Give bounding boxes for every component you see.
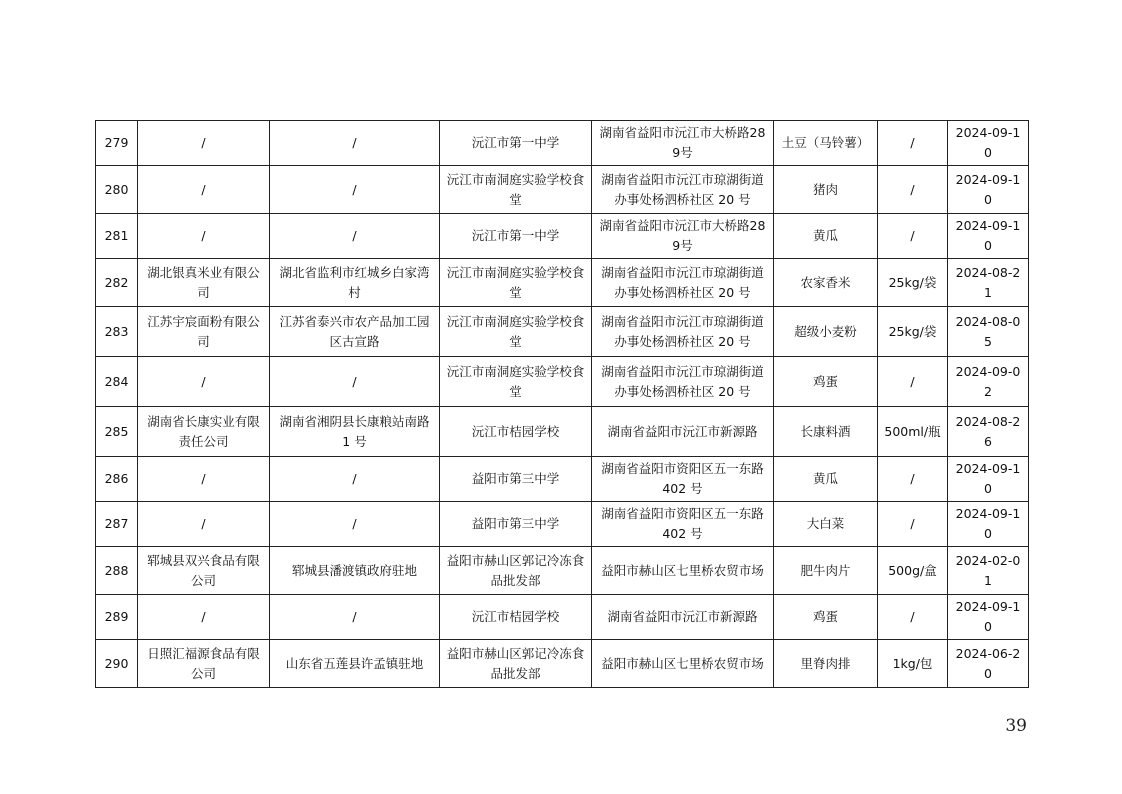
cell-no: 279 [96, 121, 138, 166]
cell-producer-address: / [270, 121, 440, 166]
cell-producer-address: / [270, 214, 440, 259]
cell-seller-address: 湖南省益阳市沅江市琼湖街道办事处杨泗桥社区 20 号 [592, 259, 774, 307]
cell-date: 2024-09-10 [948, 121, 1029, 166]
cell-seller-address: 湖南省益阳市沅江市新源路 [592, 407, 774, 457]
cell-date: 2024-09-10 [948, 502, 1029, 547]
cell-product: 猪肉 [774, 166, 878, 214]
cell-seller: 益阳市赫山区郭记冷冻食品批发部 [440, 547, 592, 595]
cell-seller-address: 湖南省益阳市沅江市琼湖街道办事处杨泗桥社区 20 号 [592, 166, 774, 214]
cell-spec: / [878, 121, 948, 166]
table-row [96, 457, 1029, 502]
cell-producer-address: / [270, 457, 440, 502]
cell-product: 超级小麦粉 [774, 307, 878, 357]
cell-spec: 25kg/袋 [878, 307, 948, 357]
cell-date: 2024-09-02 [948, 357, 1029, 407]
cell-spec: 25kg/袋 [878, 259, 948, 307]
cell-producer: 湖南省长康实业有限责任公司 [138, 407, 270, 457]
cell-seller: 沅江市南洞庭实验学校食堂 [440, 357, 592, 407]
cell-spec: 1kg/包 [878, 640, 948, 688]
cell-no: 282 [96, 259, 138, 307]
cell-seller: 沅江市桔园学校 [440, 407, 592, 457]
cell-producer: / [138, 457, 270, 502]
cell-product: 大白菜 [774, 502, 878, 547]
cell-seller-address: 益阳市赫山区七里桥农贸市场 [592, 547, 774, 595]
cell-date: 2024-08-26 [948, 407, 1029, 457]
cell-producer: / [138, 214, 270, 259]
cell-seller: 沅江市南洞庭实验学校食堂 [440, 166, 592, 214]
cell-spec: 500g/盒 [878, 547, 948, 595]
cell-product: 长康料酒 [774, 407, 878, 457]
cell-spec: / [878, 357, 948, 407]
cell-no: 280 [96, 166, 138, 214]
cell-seller-address: 湖南省益阳市沅江市琼湖街道办事处杨泗桥社区 20 号 [592, 357, 774, 407]
cell-producer-address: 湖南省湘阴县长康粮站南路 1 号 [270, 407, 440, 457]
cell-product: 里脊肉排 [774, 640, 878, 688]
cell-producer-address: / [270, 502, 440, 547]
cell-producer: / [138, 502, 270, 547]
cell-date: 2024-09-10 [948, 214, 1029, 259]
cell-seller: 益阳市第三中学 [440, 502, 592, 547]
cell-seller: 沅江市第一中学 [440, 121, 592, 166]
cell-spec: / [878, 595, 948, 640]
cell-producer: / [138, 357, 270, 407]
cell-seller-address: 湖南省益阳市资阳区五一东路 402 号 [592, 502, 774, 547]
cell-product: 土豆（马铃薯） [774, 121, 878, 166]
cell-no: 285 [96, 407, 138, 457]
cell-producer: 日照汇福源食品有限公司 [138, 640, 270, 688]
cell-product: 农家香米 [774, 259, 878, 307]
cell-seller-address: 湖南省益阳市沅江市大桥路289号 [592, 214, 774, 259]
cell-date: 2024-08-21 [948, 259, 1029, 307]
cell-seller: 益阳市第三中学 [440, 457, 592, 502]
cell-producer: / [138, 121, 270, 166]
table-row [96, 407, 1029, 457]
cell-seller-address: 湖南省益阳市沅江市新源路 [592, 595, 774, 640]
table-row [96, 307, 1029, 357]
table-row [96, 547, 1029, 595]
sampling-table [95, 120, 1029, 688]
cell-producer: 江苏宇宸面粉有限公司 [138, 307, 270, 357]
table-row [96, 595, 1029, 640]
cell-no: 289 [96, 595, 138, 640]
cell-spec: / [878, 214, 948, 259]
cell-product: 黄瓜 [774, 214, 878, 259]
table-row [96, 166, 1029, 214]
cell-producer-address: 郓城县潘渡镇政府驻地 [270, 547, 440, 595]
cell-no: 284 [96, 357, 138, 407]
cell-spec: / [878, 502, 948, 547]
cell-producer-address: / [270, 166, 440, 214]
cell-no: 288 [96, 547, 138, 595]
cell-spec: / [878, 457, 948, 502]
table-row [96, 640, 1029, 688]
cell-no: 290 [96, 640, 138, 688]
cell-no: 281 [96, 214, 138, 259]
table-row [96, 357, 1029, 407]
cell-producer: / [138, 166, 270, 214]
cell-date: 2024-08-05 [948, 307, 1029, 357]
cell-producer: / [138, 595, 270, 640]
cell-producer-address: 山东省五莲县许孟镇驻地 [270, 640, 440, 688]
table-row [96, 259, 1029, 307]
cell-producer: 郓城县双兴食品有限公司 [138, 547, 270, 595]
cell-date: 2024-09-10 [948, 595, 1029, 640]
cell-seller: 益阳市赫山区郭记冷冻食品批发部 [440, 640, 592, 688]
table-row [96, 121, 1029, 166]
cell-seller: 沅江市桔园学校 [440, 595, 592, 640]
cell-producer-address: 湖北省监利市红城乡白家湾村 [270, 259, 440, 307]
cell-no: 287 [96, 502, 138, 547]
cell-date: 2024-09-10 [948, 166, 1029, 214]
page-number: 39 [1005, 716, 1027, 736]
cell-producer: 湖北银真米业有限公司 [138, 259, 270, 307]
cell-seller: 沅江市南洞庭实验学校食堂 [440, 307, 592, 357]
cell-producer-address: / [270, 595, 440, 640]
cell-date: 2024-02-01 [948, 547, 1029, 595]
cell-seller-address: 湖南省益阳市资阳区五一东路 402 号 [592, 457, 774, 502]
table-body [96, 121, 1029, 688]
cell-product: 肥牛肉片 [774, 547, 878, 595]
cell-product: 鸡蛋 [774, 357, 878, 407]
cell-seller-address: 益阳市赫山区七里桥农贸市场 [592, 640, 774, 688]
cell-spec: 500ml/瓶 [878, 407, 948, 457]
cell-seller-address: 湖南省益阳市沅江市大桥路289号 [592, 121, 774, 166]
cell-producer-address: 江苏省泰兴市农产品加工园区古宣路 [270, 307, 440, 357]
cell-date: 2024-09-10 [948, 457, 1029, 502]
cell-producer-address: / [270, 357, 440, 407]
cell-spec: / [878, 166, 948, 214]
table-row [96, 502, 1029, 547]
cell-seller: 沅江市第一中学 [440, 214, 592, 259]
cell-no: 283 [96, 307, 138, 357]
cell-product: 黄瓜 [774, 457, 878, 502]
cell-seller: 沅江市南洞庭实验学校食堂 [440, 259, 592, 307]
cell-product: 鸡蛋 [774, 595, 878, 640]
cell-no: 286 [96, 457, 138, 502]
cell-seller-address: 湖南省益阳市沅江市琼湖街道办事处杨泗桥社区 20 号 [592, 307, 774, 357]
cell-date: 2024-06-20 [948, 640, 1029, 688]
table-row [96, 214, 1029, 259]
